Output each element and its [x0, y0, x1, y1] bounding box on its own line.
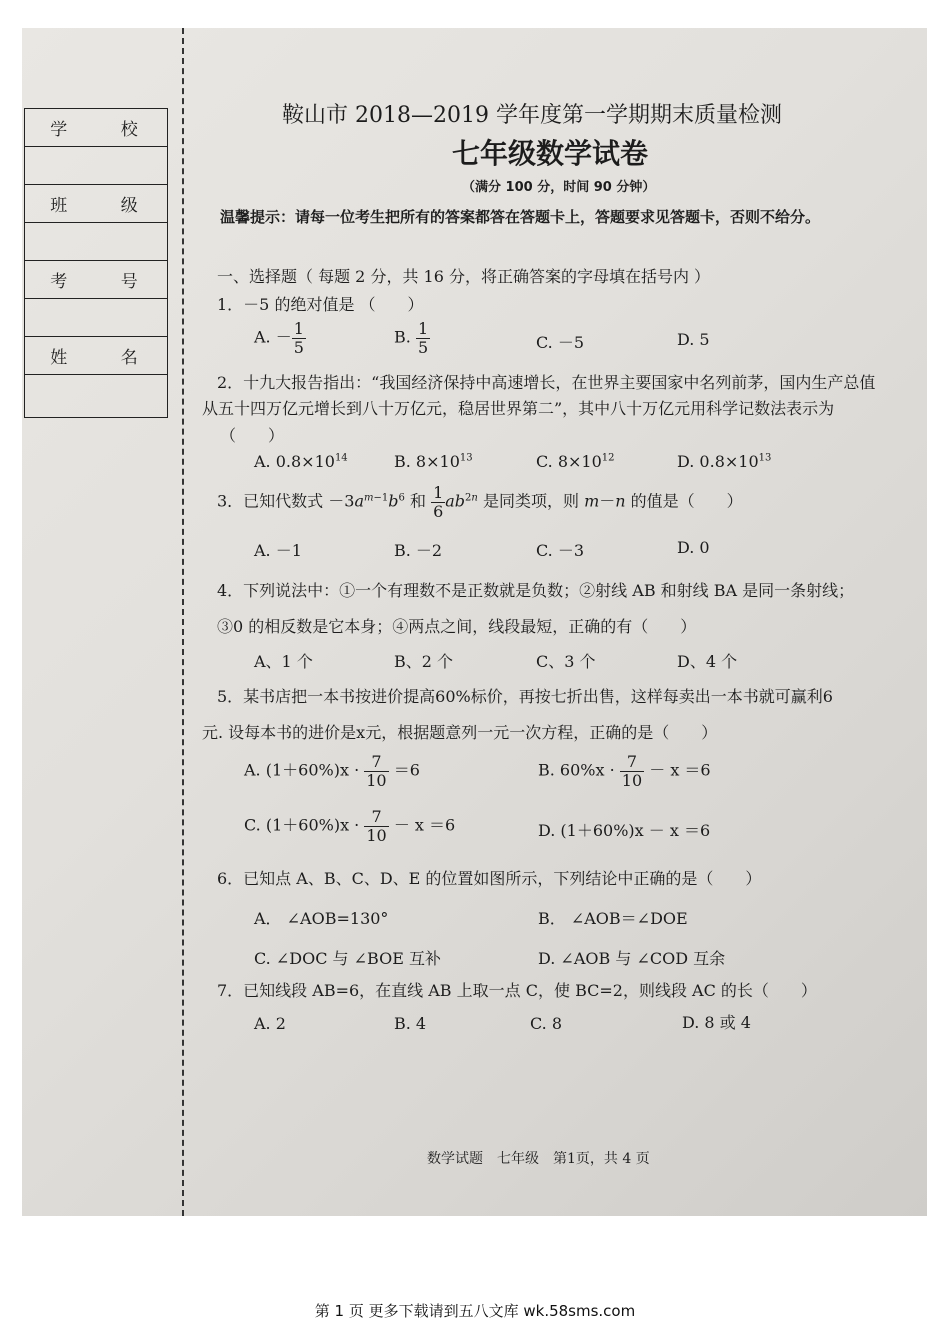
q1-option-b: B. $\frac{1}{5}$: [394, 319, 429, 357]
q5-line2: 元. 设每本书的进价是x元，根据题意列一元一次方程，正确的是（ ）: [202, 723, 718, 742]
q5-option-c: C. (1＋60%)x · $\frac{7}{10}$ － x ＝6: [244, 807, 456, 845]
q7-option-b: B. 4: [394, 1014, 427, 1033]
q7-option-a: A. 2: [254, 1014, 286, 1033]
q2-option-a: A. $0.8\times 10^{14}$: [254, 452, 348, 471]
q3-option-c: C. －3: [536, 541, 585, 560]
q4-option-a: A、1 个: [254, 652, 313, 671]
q6-option-c: C. ∠DOC 与 ∠BOE 互补: [254, 949, 441, 968]
q2-option-c: C. $8\times 10^{12}$: [536, 452, 615, 471]
info-number-field: [25, 299, 167, 337]
q6-option-d: D. ∠AOB 与 ∠COD 互余: [538, 949, 726, 968]
q3-option-a: A. －1: [254, 541, 302, 560]
info-name-label: 姓 名: [25, 337, 167, 375]
q2-option-d: D. $0.8\times 10^{13}$: [677, 452, 772, 471]
info-number-label: 考 号: [25, 261, 167, 299]
q2-line2: 从五十四万亿元增长到八十万亿元，稳居世界第二”，其中八十万亿元用科学记数法表示为: [202, 399, 835, 418]
section-heading: 一、选择题（ 每题 2 分，共 16 分，将正确答案的字母填在括号内 ）: [217, 267, 711, 286]
q2-line1: 2．十九大报告指出：“我国经济保持中高速增长，在世界主要国家中名列前茅，国内生产总值: [217, 373, 876, 392]
q1-option-a: A. － $\frac{1}{5}$: [254, 319, 304, 357]
exam-page-footer: 数学试题 七年级 第1页，共 4 页: [427, 1151, 650, 1167]
q3-stem: 3．已知代数式 $-3a^{m-1}b^6$ 和 $\frac{1}{6}$ $ab^{2n}$ 是同类项，则 m－n 的值是（ ）: [217, 483, 743, 521]
q3-option-b: B. －2: [394, 541, 443, 560]
q1-stem: 1．－5 的绝对值是 （ ）: [217, 295, 424, 314]
exam-subtitle: 七年级数学试卷: [452, 137, 649, 170]
q1-option-c: C. －5: [536, 333, 585, 352]
info-school-label: 学 校: [25, 109, 167, 147]
exam-score-time: （满分 100 分，时间 90 分钟）: [462, 180, 656, 195]
q5-option-d: D. (1＋60%)x － x ＝6: [538, 821, 711, 840]
q7-stem: 7．已知线段 AB=6，在直线 AB 上取一点 C，使 BC=2，则线段 AC 的长（ ）: [217, 981, 817, 1000]
info-class-field: [25, 223, 167, 261]
exam-photo: [22, 28, 927, 1216]
q3-option-d: D. 0: [677, 538, 710, 557]
q4-line1: 4．下列说法中：①一个有理数不是正数就是负数；②射线 AB 和射线 BA 是同一条射线；: [217, 581, 855, 600]
q7-option-c: C. 8: [530, 1014, 563, 1033]
info-name-field: [25, 375, 167, 417]
q6-option-a: A． ∠AOB=130°: [254, 909, 389, 928]
q5-option-b: B. 60%x · $\frac{7}{10}$ － x ＝6: [538, 752, 711, 790]
page-footer: 第 1 页 更多下载请到五八文库 wk.58sms.com: [314, 1302, 636, 1320]
q5-option-a: A. (1＋60%)x · $\frac{7}{10}$ ＝6: [244, 752, 420, 790]
q4-option-b: B、2 个: [394, 652, 454, 671]
q4-option-c: C、3 个: [536, 652, 596, 671]
binding-dashed-line: [182, 28, 184, 1216]
exam-tip: 温馨提示：请每一位考生把所有的答案都答在答题卡上，答题要求见答题卡，否则不给分。: [220, 208, 821, 226]
student-info-table: [24, 108, 168, 418]
q4-option-d: D、4 个: [677, 652, 738, 671]
info-class-label: 班 级: [25, 185, 167, 223]
q5-line1: 5．某书店把一本书按进价提高60%标价，再按七折出售，这样每卖出一本书就可赢利6: [217, 687, 833, 706]
q4-line2: ③0 的相反数是它本身；④两点之间，线段最短，正确的有（ ）: [217, 617, 697, 636]
q1-option-d: D. 5: [677, 330, 710, 349]
q2-line3: （ ）: [220, 426, 285, 445]
exam-title: 鞍山市 2018—2019 学年度第一学期期末质量检测: [282, 103, 782, 128]
q6-stem: 6．已知点 A、B、C、D、E 的位置如图所示，下列结论中正确的是（ ）: [217, 869, 762, 888]
q6-option-b: B． ∠AOB＝∠DOE: [538, 909, 688, 928]
q7-option-d: D. 8 或 4: [682, 1013, 751, 1032]
info-school-field: [25, 147, 167, 185]
q2-option-b: B. $8\times 10^{13}$: [394, 452, 473, 471]
